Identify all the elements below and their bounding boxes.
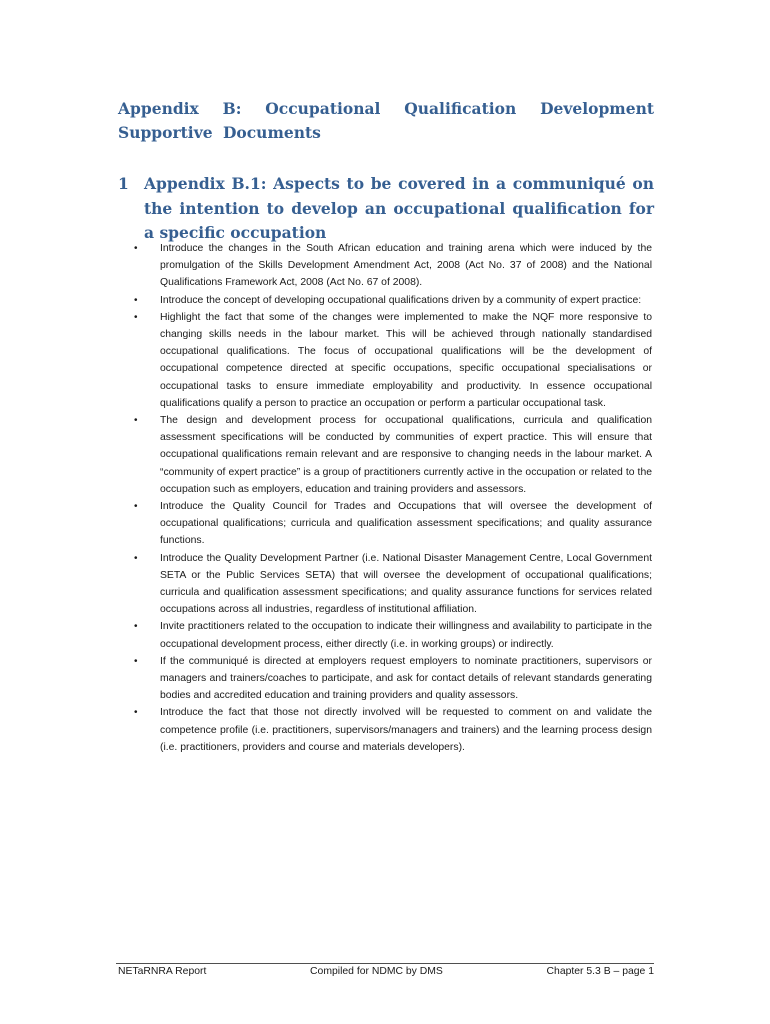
bullet-icon: •: [134, 415, 138, 427]
footer-compiled-by: Compiled for NDMC by DMS: [310, 966, 443, 977]
bullet-list: [134, 240, 652, 756]
list-item: [134, 498, 652, 550]
page-footer: [118, 966, 654, 977]
list-item-text: Invite practitioners related to the occupation to indicate their willingness and availability to participate in the occupational development process, either directly (i.e. in working groups) or indirectly.: [160, 621, 652, 650]
list-item-text: Introduce the Quality Development Partner (i.e. National Disaster Management Centre, Local Government SETA or the Public Services SETA) that will oversee the development of occupational qualifications; curricula and qualification assessment specifications; and quality assurance functions for services related occupations across all industries, regardless of institutional affiliation.: [160, 552, 652, 616]
list-item-text: Introduce the fact that those not directly involved will be requested to comment on and validate the competence profile (i.e. practitioners, supervisors/managers and trainers) and the learning process design (i.e. practitioners, providers and course and materials developers).: [160, 707, 652, 753]
appendix-title: Appendix B: Occupational Qualification Development Supportive Documents: [118, 99, 654, 142]
section-heading: [118, 172, 654, 246]
footer-divider: [116, 963, 654, 964]
list-item-text: Introduce the Quality Council for Trades and Occupations that will oversee the development of occupational qualifications; curricula and qualification assessment specifications; and quality assurance functions.: [160, 501, 652, 547]
list-item-text: The design and development process for occupational qualifications, curricula and qualification assessment specifications will be conducted by communities of expert practice. This will ensure that occupational qualifications remain relevant and are responsive to changing needs in the labour market. A “community of expert practice” is a group of practitioners currently active in the occupation or related to the occupation such as employers, education and training providers and assessors.: [160, 415, 652, 495]
list-item-text: Highlight the fact that some of the changes were implemented to make the NQF more responsive to changing skills needs in the labour market. This will be achieved through nationally standardised occupational qualifications. The focus of occupational qualifications will be the development of occupational competence directed at specific occupations, specific occupational specialisations or occupational tasks to ensure immediate employability and productivity. In essence occupational qualifications qualify a person to practice an occupation or perform a particular occupational task.: [160, 311, 652, 409]
list-item: [134, 550, 652, 619]
bullet-icon: •: [134, 621, 138, 633]
bullet-icon: •: [134, 655, 138, 667]
bullet-icon: •: [134, 243, 138, 254]
list-item-text: Introduce the changes in the South African education and training arena which were induced by the promulgation of the Skills Development Amendment Act, 2008 (Act No. 37 of 2008) and the National Qualifications Framework Act, 2008 (Act No. 67 of 2008).: [160, 243, 652, 289]
list-item: [134, 704, 652, 756]
bullet-icon: •: [134, 294, 138, 306]
list-item: [134, 618, 652, 652]
section-title: Appendix B.1: Aspects to be covered in a communiqué on the intention to develop an occupational qualification for a specific occupation: [144, 174, 654, 242]
list-item-text: Introduce the concept of developing occupational qualifications driven by a community of expert practice:: [160, 294, 642, 306]
footer-report-name: NETaRNRA Report: [118, 966, 207, 977]
bullet-icon: •: [134, 501, 138, 513]
list-item: [134, 653, 652, 705]
list-item: [134, 412, 652, 498]
footer-page-number: Chapter 5.3 B – page 1: [546, 966, 654, 977]
bullet-icon: •: [134, 552, 138, 564]
list-item-text: If the communiqué is directed at employers request employers to nominate practitioners, supervisors or managers and trainers/coaches to participate, and ask for contact details of relevant standards generating bodies and accredited education and training providers and quality assessors.: [160, 655, 652, 702]
list-item: [134, 309, 652, 412]
bullet-icon: •: [134, 707, 138, 719]
bullet-icon: •: [134, 311, 138, 323]
list-item: [134, 240, 652, 292]
list-item: [134, 292, 652, 309]
section-number: 1: [118, 174, 129, 193]
